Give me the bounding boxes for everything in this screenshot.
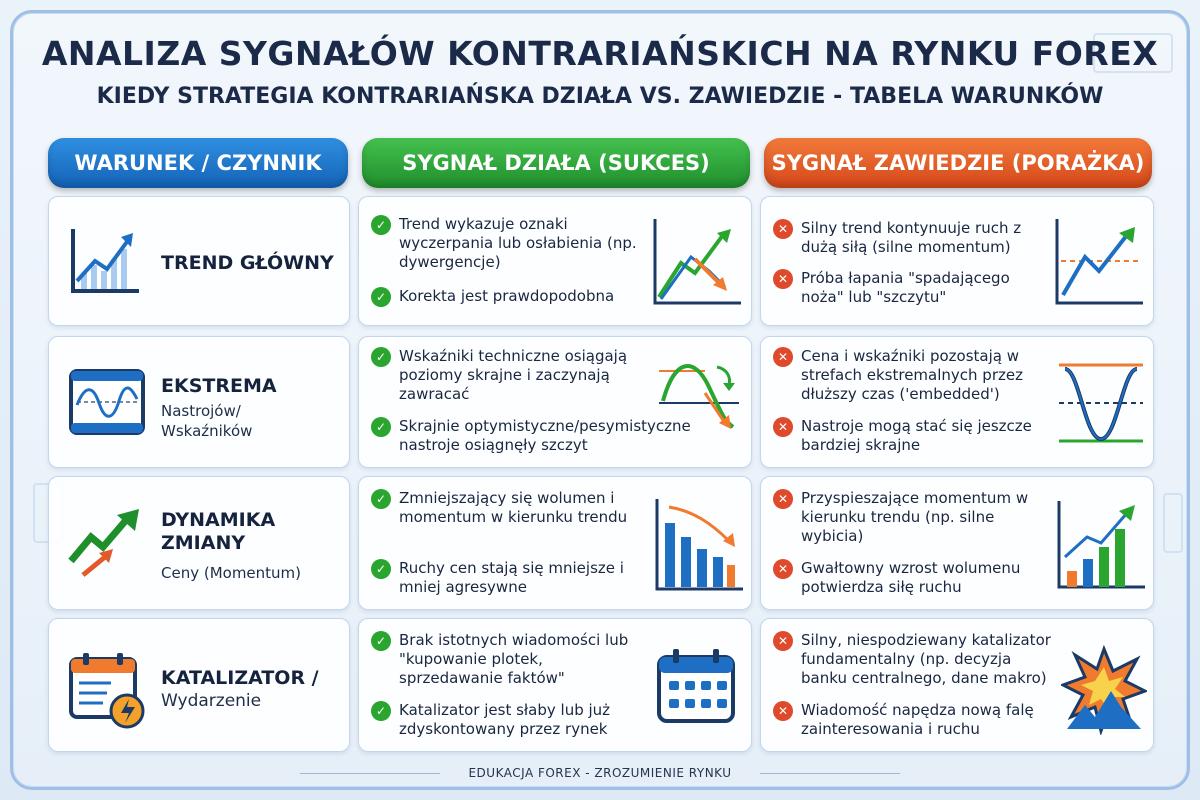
success-cell-momentum xyxy=(358,476,752,610)
success-cell-extremes xyxy=(358,336,752,468)
success-item: ✓ Wskaźniki techniczne osiągają poziomy skrajne i zaczynają zawracać xyxy=(371,347,649,404)
success-item: ✓ Ruchy cen stają się mniejsze i mniej agresywne xyxy=(371,559,649,597)
failure-cell-extremes xyxy=(760,336,1154,468)
check-icon: ✓ xyxy=(371,559,391,579)
check-icon: ✓ xyxy=(371,417,391,437)
success-item: ✓ Korekta jest prawdopodobna xyxy=(371,287,639,307)
x-icon: ✕ xyxy=(773,489,793,509)
success-item: ✓ Zmniejszający się wolumen i momentum w kierunku trendu xyxy=(371,489,649,527)
success-item: ✓ Brak istotnych wiadomości lub "kupowanie plotek, sprzedawanie faktów" xyxy=(371,631,649,688)
calendar-icon xyxy=(655,647,739,727)
failure-item: ✕ Nastroje mogą stać się jeszcze bardziej skrajne xyxy=(773,417,1051,455)
page-subtitle: KIEDY STRATEGIA KONTRARIAŃSKA DZIAŁA VS. ZAWIEDZIE - TABELA WARUNKÓW xyxy=(96,84,1104,109)
circuit-decoration xyxy=(1163,493,1183,553)
condition-title: KATALIZATOR / xyxy=(161,667,319,689)
trend-chart-icon xyxy=(67,225,143,297)
x-icon: ✕ xyxy=(773,219,793,239)
failure-item: ✕ Próba łapania "spadającego noża" lub "szczytu" xyxy=(773,269,1051,307)
column-header-condition: WARUNEK / CZYNNIK xyxy=(48,138,348,188)
check-icon: ✓ xyxy=(371,347,391,367)
condition-subtitle: Ceny (Momentum) xyxy=(161,564,302,582)
failure-item: ✕ Gwałtowny wzrost wolumenu potwierdza siłę ruchu xyxy=(773,559,1051,597)
check-icon: ✓ xyxy=(371,215,391,235)
x-icon: ✕ xyxy=(773,347,793,367)
check-icon: ✓ xyxy=(371,489,391,509)
embedded-oscillator-icon xyxy=(1055,359,1147,447)
failure-cell-trend xyxy=(760,196,1154,326)
page-title: ANALIZA SYGNAŁÓW KONTRARIAŃSKICH NA RYNKU FOREX xyxy=(41,34,1159,73)
check-icon: ✓ xyxy=(371,701,391,721)
x-icon: ✕ xyxy=(773,269,793,289)
x-icon: ✕ xyxy=(773,417,793,437)
failure-cell-catalyst xyxy=(760,618,1154,752)
footer-divider xyxy=(760,773,900,774)
success-item: ✓ Skrajnie optymistyczne/pesymistyczne nastroje osiągnęły szczyt xyxy=(371,417,741,455)
x-icon: ✕ xyxy=(773,631,793,651)
declining-volume-icon xyxy=(653,497,745,593)
condition-title: EKSTREMA xyxy=(161,375,277,397)
check-icon: ✓ xyxy=(371,631,391,651)
explosion-chart-icon xyxy=(1061,645,1147,735)
x-icon: ✕ xyxy=(773,701,793,721)
check-icon: ✓ xyxy=(371,287,391,307)
failure-cell-momentum xyxy=(760,476,1154,610)
failure-item: ✕ Cena i wskaźniki pozostają w strefach ekstremalnych przez dłuższy czas ('embedded') xyxy=(773,347,1051,404)
momentum-arrows-icon xyxy=(67,507,147,579)
success-cell-trend xyxy=(358,196,752,326)
failure-item: ✕ Wiadomość napędza nową falę zainteresowania i ruchu xyxy=(773,701,1055,739)
x-icon: ✕ xyxy=(773,559,793,579)
failure-item: ✕ Silny trend kontynuuje ruch z dużą siłą (silne momentum) xyxy=(773,219,1051,257)
condition-cell-catalyst xyxy=(48,618,350,752)
success-item: ✓ Trend wykazuje oznaki wyczerpania lub osłabienia (np. dywergencje) xyxy=(371,215,639,272)
failure-item: ✕ Przyspieszające momentum w kierunku trendu (np. silne wybicia) xyxy=(773,489,1051,546)
rising-volume-icon xyxy=(1055,499,1147,591)
condition-subtitle: Nastrojów/ Wskaźników xyxy=(161,402,253,440)
footer-text: EDUKACJA FOREX - ZROZUMIENIE RYNKU xyxy=(468,766,732,780)
peak-reversal-icon xyxy=(655,357,743,431)
condition-cell-momentum xyxy=(48,476,350,610)
condition-title: DYNAMIKA ZMIANY xyxy=(161,509,276,554)
uptrend-breakout-icon xyxy=(1053,217,1145,309)
oscillator-monitor-icon xyxy=(67,365,147,439)
condition-cell-trend xyxy=(48,196,350,326)
success-item: ✓ Katalizator jest słaby lub już zdyskontowany przez rynek xyxy=(371,701,649,739)
column-header-failure: SYGNAŁ ZAWIEDZIE (PORAŻKA) xyxy=(764,138,1152,188)
calendar-event-icon xyxy=(67,649,149,731)
condition-cell-extremes xyxy=(48,336,350,468)
reversal-chart-icon xyxy=(651,217,743,309)
condition-title: TREND GŁÓWNY xyxy=(161,252,334,274)
failure-item: ✕ Silny, niespodziewany katalizator fundamentalny (np. decyzja banku centralnego, dane makro) xyxy=(773,631,1055,688)
column-header-success: SYGNAŁ DZIAŁA (SUKCES) xyxy=(362,138,750,188)
success-cell-catalyst xyxy=(358,618,752,752)
condition-subtitle: Wydarzenie xyxy=(161,691,262,711)
